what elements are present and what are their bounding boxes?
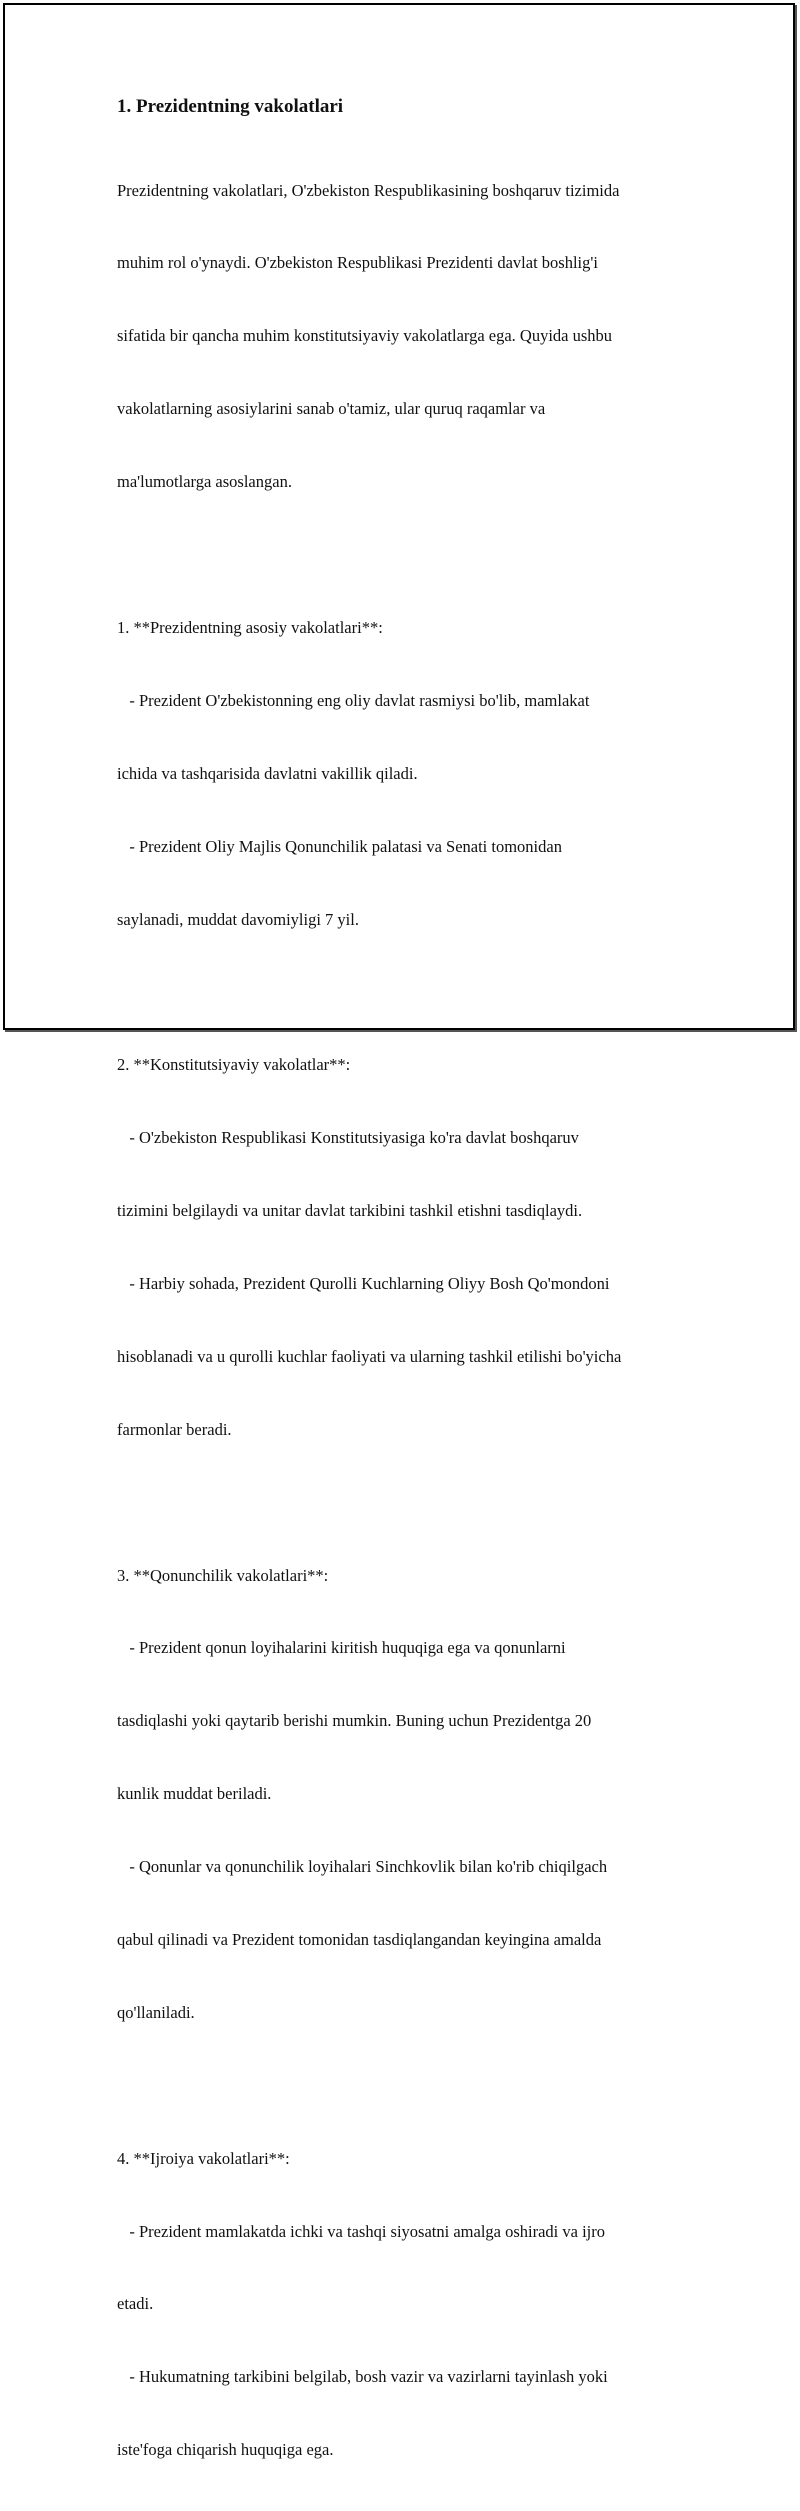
section-line: - Prezident mamlakatda ichki va tashqi siyosatni amalga oshiradi va ijro — [117, 2221, 605, 2241]
section-line: qabul qilinadi va Prezident tomonidan tasdiqlangandan keyingina amalda — [117, 1929, 602, 1949]
section-line: saylanadi, muddat davomiyligi 7 yil. — [117, 909, 359, 929]
section-ijroiya — [117, 2098, 697, 2511]
section-konstitutsiyaviy — [117, 1005, 697, 1491]
section-line: farmonlar beradi. — [117, 1419, 232, 1439]
intro-line: ma'lumotlarga asoslangan. — [117, 472, 292, 492]
document-heading: 1. Prezidentning vakolatlari — [117, 96, 344, 117]
section-line: tizimini belgilaydi va unitar davlat tarkibini tashkil etishni tasdiqlaydi. — [117, 1201, 583, 1221]
section-line: hisoblanadi va u qurolli kuchlar faoliyati va ularning tashkil etilishi bo'yicha — [117, 1346, 622, 1366]
section-line: - Hukumatning tarkibini belgilab, bosh vazir va vazirlarni tayinlash yoki — [117, 2367, 608, 2387]
intro-line: vakolatlarning asosiylarini sanab o'tamiz, ular quruq raqamlar va — [117, 399, 546, 419]
intro-line: sifatida bir qancha muhim konstitutsiyaviy vakolatlarga ega. Quyida ushbu — [117, 326, 613, 346]
document-body — [117, 94, 697, 2511]
section-line: - Prezident qonun loyihalarini kiritish huquqiga ega va qonunlarni — [117, 1638, 566, 1658]
section-line: etadi. — [117, 2294, 154, 2314]
paragraph-gap — [117, 2074, 697, 2098]
section-line: iste'foga chiqarish huquqiga ega. — [117, 2440, 334, 2460]
section-asosiy — [117, 567, 697, 980]
section-line: - Prezident O'zbekistonning eng oliy davlat rasmiysi bo'lib, mamlakat — [117, 690, 590, 710]
section-line: ichida va tashqarisida davlatni vakillik qiladi. — [117, 763, 418, 783]
section-line: - O'zbekiston Respublikasi Konstitutsiyasiga ko'ra davlat boshqaruv — [117, 1128, 579, 1148]
section-qonunchilik — [117, 1515, 697, 2074]
paragraph-gap — [117, 980, 697, 1004]
section-line: tasdiqlashi yoki qaytarib berishi mumkin. Buning uchun Prezidentga 20 — [117, 1711, 592, 1731]
section-title: 1. **Prezidentning asosiy vakolatlari**: — [117, 617, 383, 637]
section-line: - Prezident Oliy Majlis Qonunchilik palatasi va Senati tomonidan — [117, 836, 562, 856]
paragraph-gap — [117, 1491, 697, 1515]
section-line: kunlik muddat beriladi. — [117, 1784, 272, 1804]
intro-line: muhim rol o'ynaydi. O'zbekiston Respublikasi Prezidenti davlat boshlig'i — [117, 253, 598, 273]
section-title: 4. **Ijroiya vakolatlari**: — [117, 2148, 290, 2168]
section-line: qo'llaniladi. — [117, 2002, 195, 2022]
section-title: 2. **Konstitutsiyaviy vakolatlar**: — [117, 1055, 351, 1075]
intro-paragraph — [117, 130, 697, 543]
paragraph-gap — [117, 543, 697, 567]
section-line: - Qonunlar va qonunchilik loyihalari Sinchkovlik bilan ko'rib chiqilgach — [117, 1857, 608, 1877]
section-line: - Harbiy sohada, Prezident Qurolli Kuchlarning Oliyy Bosh Qo'mondoni — [117, 1273, 610, 1293]
section-title: 3. **Qonunchilik vakolatlari**: — [117, 1565, 329, 1585]
intro-line: Prezidentning vakolatlari, O'zbekiston Respublikasining boshqaruv tizimida — [117, 180, 620, 200]
